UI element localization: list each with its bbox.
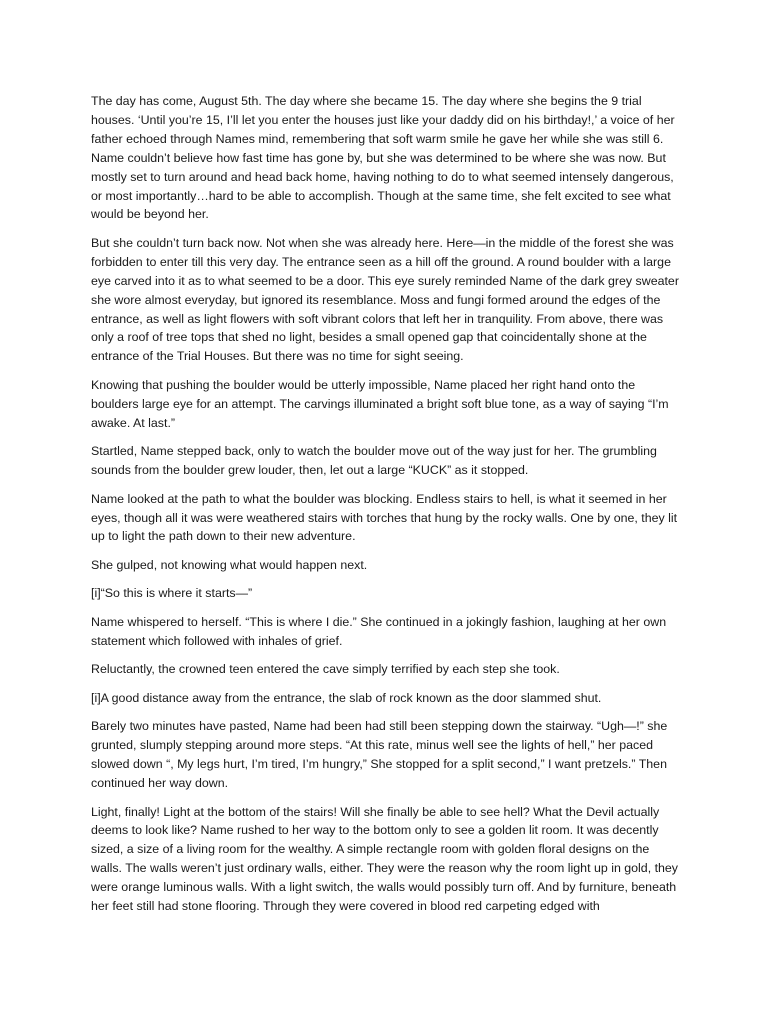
paragraph: Barely two minutes have pasted, Name had been had still been stepping down the stairway. “Ugh—!” she grunted, slumply stepping around more steps. “At this rate, minus well see the lights of hell,” her paced slowed down “, My legs hurt, I’m tired, I’m hungry,” She stopped for a split second,” I want pretzels.” Then continued her way down. [91,719,668,791]
paragraph: But she couldn’t turn back now. Not when she was already here. Here—in the middle of the forest she was forbidden to enter till this very day. The entrance seen as a hill off the ground. A round boulder with a large eye carved into it as to what seemed to be a door. This eye surely reminded Name of the dark grey sweater she wore almost everyday, but ignored its resemblance. Moss and fungi formed around the edges of the entrance, as well as light flowers with soft vibrant colors that left her in tranquility. From above, there was only a roof of tree tops that shed no light, besides a small opened gap that coincidentally shone at the entrance of the Trial Houses. But there was no time for sight seeing. [91,235,679,364]
paragraph: [i]“So this is where it starts—” [91,586,253,601]
paragraph: Knowing that pushing the boulder would be utterly impossible, Name placed her right hand onto the boulders large eye for an attempt. The carvings illuminated a bright soft blue tone, as a way of saying “I’m awake. At last.” [91,377,669,430]
paragraph: She gulped, not knowing what would happen next. [91,557,368,572]
paragraph: Reluctantly, the crowned teen entered the cave simply terrified by each step she took. [91,662,560,677]
paragraph: The day has come, August 5th. The day where she became 15. The day where she begins the 9 trial houses. ‘Until you’re 15, I’ll let you enter the houses just like your daddy did on his birthday!,’ a voice of her father echoed through Names mind, remembering that soft warm smile he gave her while she was still 6. Name couldn’t believe how fast time has gone by, but she was determined to be where she was now. But mostly set to turn around and head back home, having nothing to do to what seemed intensely dangerous, or most importantly…hard to be able to accomplish. Though at the same time, she felt excited to see what would be beyond her. [91,94,675,222]
paragraph: Name whispered to herself. “This is where I die.” She continued in a jokingly fashion, laughing at her own statement which followed with inhales of grief. [91,614,667,648]
paragraph: Name looked at the path to what the boulder was blocking. Endless stairs to hell, is what it seemed in her eyes, though all it was were weathered stairs with torches that hung by the rocky walls. One by one, they lit up to light the path down to their new adventure. [91,491,678,544]
paragraph: Light, finally! Light at the bottom of the stairs! Will she finally be able to see hell? What the Devil actually deems to look like? Name rushed to her way to the bottom only to see a golden lit room. It was decently sized, a size of a living room for the wealthy. A simple rectangle room with golden floral designs on the walls. The walls weren’t just ordinary walls, either. They were the reason why the room light up in gold, they were orange luminous walls. With a light switch, the walls would possibly turn off. And by furniture, beneath her feet still had stone flooring. Through they were covered in blood red carpeting edged with [91,804,679,914]
paragraph: [i]A good distance away from the entrance, the slab of rock known as the door slammed shut. [91,690,602,705]
paragraph: Startled, Name stepped back, only to watch the boulder move out of the way just for her. The grumbling sounds from the boulder grew louder, then, let out a large “KUCK” as it stopped. [91,444,657,478]
story-text [91,92,683,926]
